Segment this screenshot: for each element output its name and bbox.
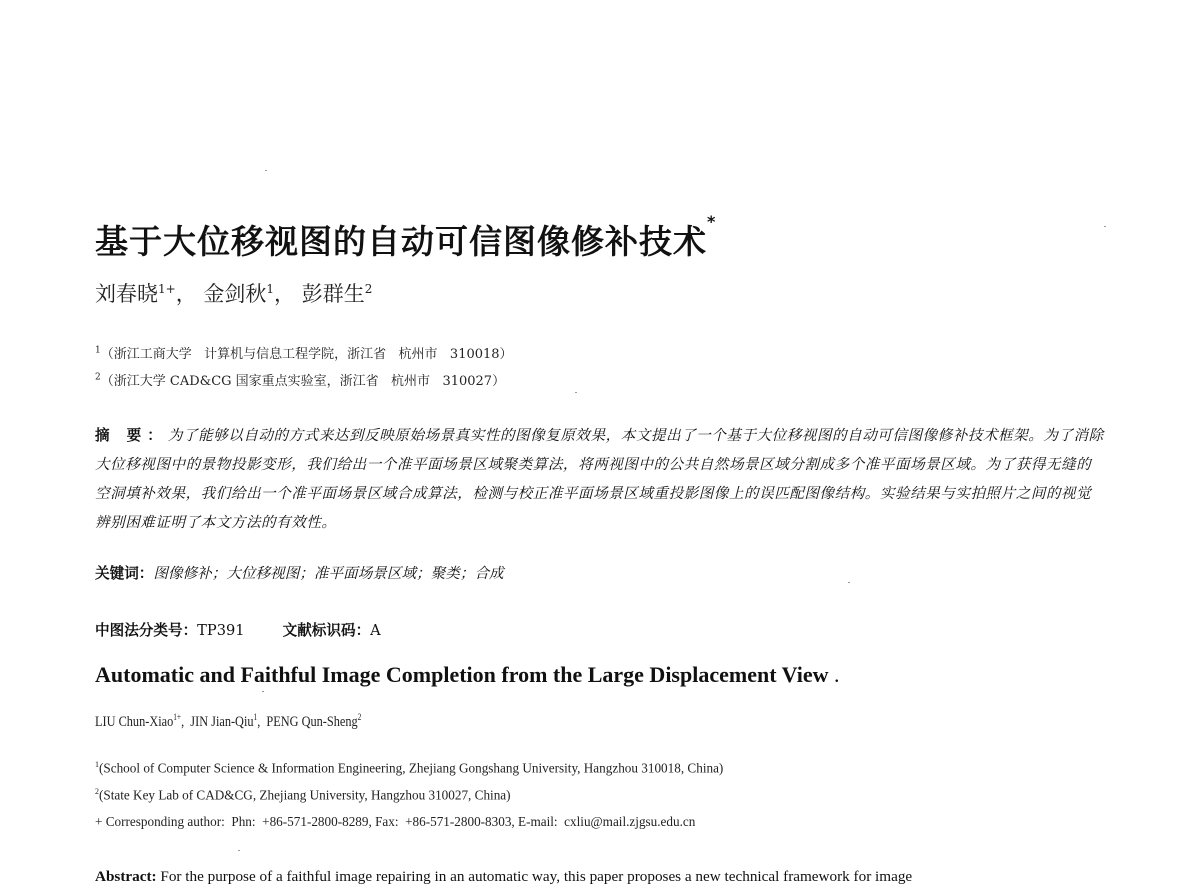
affiliation-cn-1-text: （浙江工商大学 计算机与信息工程学院，浙江省 杭州市 310018） [100,347,513,362]
author-en-2: JIN Jian-Qiu [190,714,254,730]
clc-value: TP391 [197,622,245,639]
doccode-label: 文献标识码： [282,622,371,639]
author-en-1-sup: 1+ [173,712,182,722]
author-cn-1-sup: 1+ [158,282,176,296]
authors-en [95,712,361,731]
author-en-sep: , [257,714,261,730]
corresponding-author: + Corresponding author: Phn: +86-571-2800-8289, Fax: +86-571-2800-8303, E-mail: cxliu@mail.zjgsu.edu.cn [95,814,696,829]
abstract-en-label: Abstract: [95,868,157,885]
doccode-value: A [370,622,381,639]
scan-speck [238,850,240,851]
abstract-en [95,868,1105,886]
author-cn-1: 刘春晓 [95,282,158,306]
abstract-en-text: For the purpose of a faithful image repairing in an automatic way, this paper proposes a new technical framework for image [160,868,913,885]
scan-speck [575,392,577,393]
author-sep: ， [175,282,197,306]
scan-speck [262,691,264,692]
affiliation-cn-1-sup: 1 [95,345,101,356]
title-footnote-mark: * [707,212,717,231]
title-en-text: Automatic and Faithful Image Completion from the Large Displacement View [95,662,829,687]
scan-speck [848,582,850,583]
author-en-3-sup: 2 [357,712,362,722]
affiliation-cn-1 [95,343,513,362]
classification-line [95,619,381,640]
title-en-mark: . [833,662,840,687]
affiliation-cn-2-sup: 2 [95,372,101,383]
clc-label: 中图法分类号： [95,622,198,639]
author-en-sep: , [181,714,185,730]
author-cn-2: 金剑秋 [203,282,267,306]
affiliation-en-1 [95,760,723,776]
abstract-cn-text: 为了能够以自动的方式来达到反映原始场景真实性的图像复原效果，本文提出了一个基于大位移视图的自动可信图像修补技术框架。为了消除大位移视图中的景物投影变形，我们给出一个准平面场景区域聚类算法，将两视图中的公共自然场景区域分割成多个准平面场景区域。为了获得无缝的空洞填补效果，我们给出一个准平面场景区域合成算法，检测与校正准平面场景区域重投影图像上的误匹配图像结构。实验结果与实拍照片之间的视觉辨别困难证明了本文方法的有效性。 [95,427,1104,531]
author-cn-3-sup: 2 [364,282,373,296]
author-cn-3: 彭群生 [301,282,365,306]
affiliation-en-2-sup: 2 [95,787,99,796]
author-sep: ， [274,282,296,306]
abstract-cn [95,421,1105,537]
abstract-cn-label: 摘 要： [95,427,168,444]
affiliation-en-2-text: (State Key Lab of CAD&CG, Zhejiang University, Hangzhou 310027, China) [99,787,511,803]
author-en-3: PENG Qun-Sheng [266,714,358,730]
paper-title-cn [95,212,717,263]
paper-title-en [95,662,839,688]
keywords-cn [95,562,504,583]
affiliation-cn-2-text: （浙江大学 CAD&CG 国家重点实验室，浙江省 杭州市 310027） [100,374,506,389]
author-en-1: LIU Chun-Xiao [95,714,174,730]
affiliation-en-1-text: (School of Computer Science & Information Engineering, Zhejiang Gongshang University, Hangzhou 310018, China) [99,760,724,776]
scan-speck [1104,226,1106,227]
authors-cn [95,278,372,308]
affiliation-en-1-sup: 1 [95,760,99,769]
affiliation-en-2 [95,787,511,803]
title-cn-text: 基于大位移视图的自动可信图像修补技术 [95,222,707,261]
affiliation-cn-2 [95,370,505,389]
author-en-2-sup: 1 [253,712,258,722]
keywords-cn-text: 图像修补；大位移视图；准平面场景区域；聚类；合成 [153,565,504,582]
author-cn-2-sup: 1 [266,282,275,296]
keywords-cn-label: 关键词： [95,565,154,582]
scan-speck [265,170,267,171]
